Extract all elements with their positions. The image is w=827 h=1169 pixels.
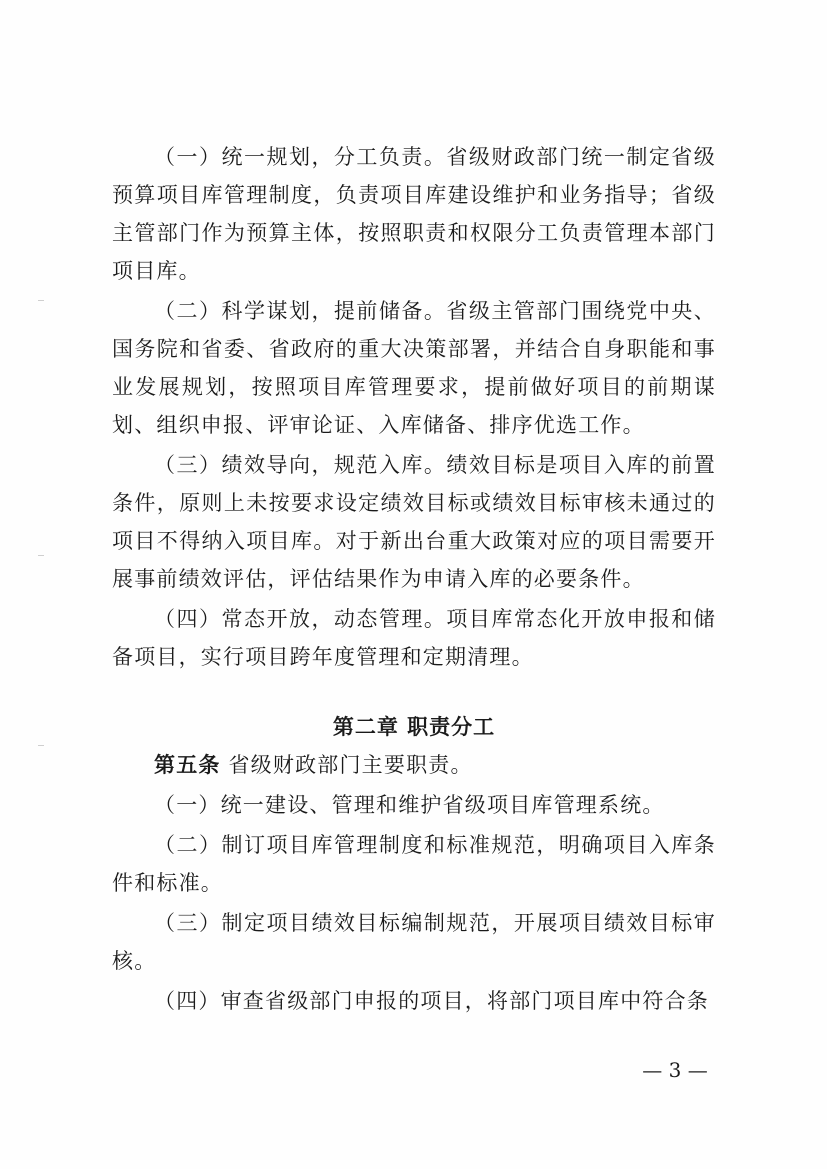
article-text: 省级财政部门主要职责。: [220, 753, 473, 777]
paragraph-duty-1: （一）统一建设、管理和维护省级项目库管理系统。: [154, 793, 665, 817]
paragraph-dynamic-management: （四）常态开放，动态管理。项目库常态化开放申报和储备项目，实行项目跨年度管理和定期清理。: [112, 607, 716, 669]
paragraph-scientific-planning: （二）科学谋划，提前储备。省级主管部门围绕党中央、国务院和省委、省政府的重大决策部署，并结合自身职能和事业发展规划，按照项目库管理要求，提前做好项目的前期谋划、组织申报、评审论证、入库储备、排序优选工作。: [112, 299, 716, 437]
page-number: — 3 —: [642, 1058, 708, 1082]
paragraph-unified-planning: （一）统一规划，分工负责。省级财政部门统一制定省级预算项目库管理制度，负责项目库建设维护和业务指导；省级主管部门作为预算主体，按照职责和权限分工负责管理本部门项目库。: [112, 145, 716, 283]
scan-mark: [38, 555, 44, 556]
paragraph-duty-4: （四）审查省级部门申报的项目，将部门项目库中符合条: [154, 989, 709, 1013]
article-label: 第五条: [154, 753, 221, 777]
scan-mark: [38, 745, 44, 746]
paragraph-duty-2: （二）制订项目库管理制度和标准规范，明确项目入库条件和标准。: [112, 833, 716, 895]
paragraph-duty-3: （三）制定项目绩效目标编制规范，开展项目绩效目标审核。: [112, 911, 716, 973]
scan-mark: [38, 300, 44, 301]
chapter-heading: 第二章 职责分工: [332, 715, 496, 739]
document-body: [112, 138, 716, 1022]
paragraph-performance-oriented: （三）绩效导向，规范入库。绩效目标是项目入库的前置条件，原则上未按要求设定绩效目标或绩效目标审核未通过的项目不得纳入项目库。对于新出台重大政策对应的项目需要开展事前绩效评估，评估结果作为申请入库的必要条件。: [112, 453, 716, 591]
article-5: [112, 746, 716, 784]
